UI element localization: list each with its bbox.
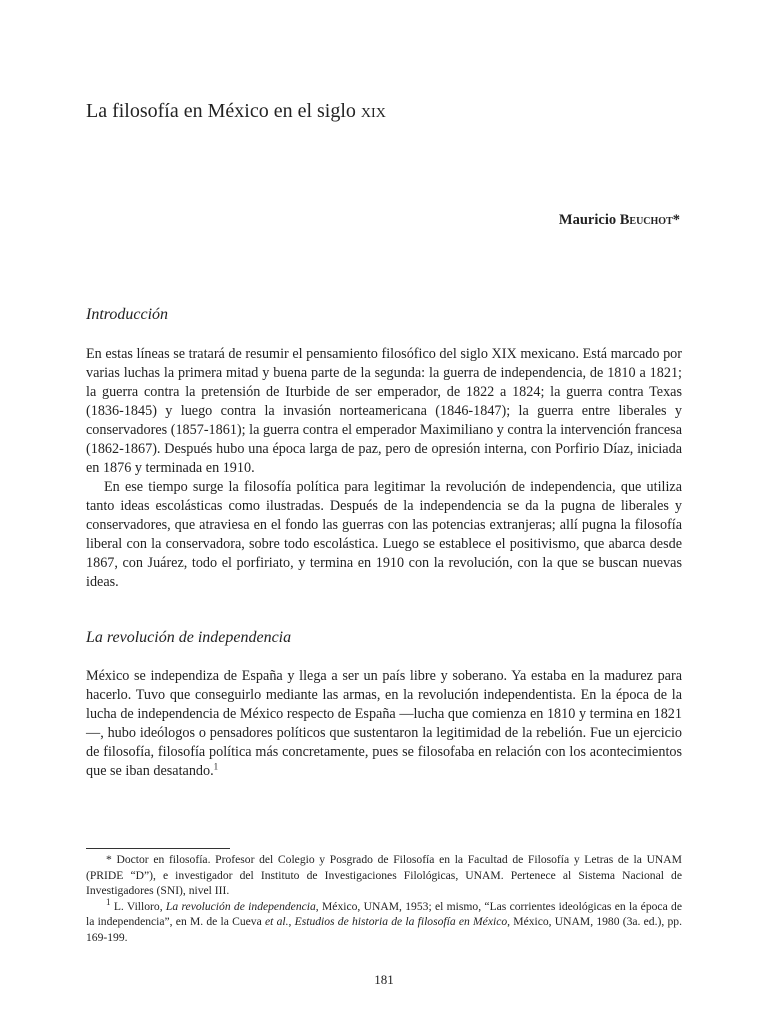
footnote-divider [86, 848, 230, 849]
footnote-ref: 1 [213, 761, 219, 772]
page-number: 181 [374, 972, 394, 987]
author-surname: Beuchot [619, 212, 673, 228]
section-heading-revolucion: La revolución de independencia [86, 629, 292, 646]
chapter-title: La filosofía en México en el siglo xix [86, 100, 386, 122]
author-byline: Mauricio Beuchot* [558, 212, 680, 228]
footnotes [86, 852, 682, 945]
title-century: xix [360, 100, 386, 122]
footnote: * Doctor en filosofía. Profesor del Colegio y Posgrado de Filosofía en la Facultad de Filosofía y Letras de la UNAM (PRIDE “D”), e investigador del Instituto de Investigaciones Filológicas, UNAM. Pertenece al Sistema Nacional de Investigadores (SNI), nivel III. [86, 853, 682, 897]
footnote: $^1$ L. Villoro, La revolución de independencia, México, UNAM, 1953; el mismo, “Las corrientes ideológicas en la época de la independencia”, en M. de la Cueva et al., Estudios de historia de la filosofía en México, México, UNAM, 1980 (3a. ed.), pp. 169-199. [86, 896, 682, 944]
author-footnote-mark: * [672, 212, 680, 228]
section-body-introduccion [86, 345, 682, 592]
paragraph: México se independiza de España y llega a ser un país libre y soberano. Ya estaba en la madurez para hacerlo. Tuvo que conseguirlo mediante las armas, en la revolución independentista. En la época de la lucha de independencia de México respecto de España —lucha que comienza en 1810 y termina en 1821—, hubo ideólogos o pensadores políticos que sustentaron la legitimidad de la rebelión. Fue un ejercicio de filosofía, filosofía política más concretamente, pues se filosofaba en relación con los acontecimientos que se iban desatando.$^1$ [86, 668, 682, 779]
paragraph: En estas líneas se tratará de resumir el pensamiento filosófico del siglo XIX mexicano. Está marcado por varias luchas la primera mitad y buena parte de la segunda: la guerra de independencia, de 1810 a 1821; la guerra contra la pretensión de Iturbide de ser emperador, de 1822 a 1824; la guerra contra Texas (1836-1845) y luego contra la invasión norteamericana (1846-1847); la guerra entre liberales y conservadores (1857-1861); la guerra contra el emperador Maximiliano y contra la intervención francesa (1862-1867). Después hubo una época larga de paz, pero de opresión interna, con Porfirio Díaz, iniciada en 1876 y terminada en 1910. [86, 346, 682, 476]
section-heading-introduccion: Introducción [86, 306, 169, 323]
section-body-revolucion [86, 667, 682, 781]
paragraph: En ese tiempo surge la filosofía política para legitimar la revolución de independencia, que utiliza tanto ideas escolásticas como ilustradas. Después de la independencia se da la pugna de liberales y conservadores, que atraviesa en el fondo las guerras con las potencias extranjeras; allí pugna la filosofía liberal con la conservadora, sobre todo escolástica. Luego se establece el positivismo, que abarca desde 1867, con Juárez, todo el porfiriato, y termina en 1910 con la revolución, con la que se buscan nuevas ideas. [86, 479, 682, 590]
